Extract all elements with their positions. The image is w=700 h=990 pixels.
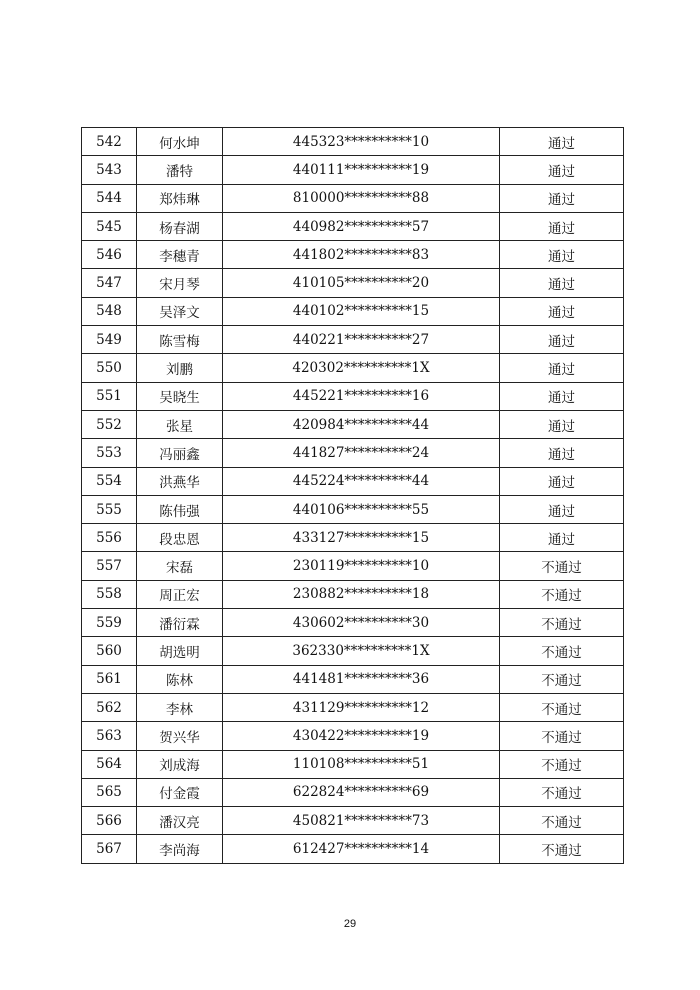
id-number-cell: 441481**********36 <box>223 665 500 693</box>
name-cell: 付金霞 <box>137 778 223 806</box>
id-number-cell: 440221**********27 <box>223 326 500 354</box>
result-cell: 通过 <box>500 241 624 269</box>
id-number-cell: 410105**********20 <box>223 269 500 297</box>
name-cell: 李穗青 <box>137 241 223 269</box>
table-row <box>82 241 624 269</box>
row-number-cell: 543 <box>82 156 137 184</box>
table-row <box>82 212 624 240</box>
name-cell: 李尚海 <box>137 835 223 863</box>
result-cell: 通过 <box>500 269 624 297</box>
id-number-cell: 445323**********10 <box>223 128 500 156</box>
page-number: 29 <box>343 918 357 930</box>
table-row <box>82 382 624 410</box>
result-cell: 通过 <box>500 524 624 552</box>
name-cell: 杨春湖 <box>137 212 223 240</box>
result-cell: 不通过 <box>500 552 624 580</box>
row-number-cell: 547 <box>82 269 137 297</box>
id-number-cell: 622824**********69 <box>223 778 500 806</box>
result-cell: 不通过 <box>500 778 624 806</box>
row-number-cell: 561 <box>82 665 137 693</box>
row-number-cell: 551 <box>82 382 137 410</box>
result-cell: 通过 <box>500 326 624 354</box>
id-number-cell: 440111**********19 <box>223 156 500 184</box>
row-number-cell: 542 <box>82 128 137 156</box>
id-number-cell: 440982**********57 <box>223 212 500 240</box>
name-cell: 潘特 <box>137 156 223 184</box>
result-cell: 通过 <box>500 382 624 410</box>
table-row <box>82 778 624 806</box>
row-number-cell: 554 <box>82 467 137 495</box>
table-row <box>82 354 624 382</box>
table-row <box>82 495 624 523</box>
result-cell: 不通过 <box>500 693 624 721</box>
row-number-cell: 560 <box>82 637 137 665</box>
id-number-cell: 420302**********1X <box>223 354 500 382</box>
name-cell: 张星 <box>137 410 223 438</box>
id-number-cell: 110108**********51 <box>223 750 500 778</box>
row-number-cell: 556 <box>82 524 137 552</box>
row-number-cell: 550 <box>82 354 137 382</box>
name-cell: 刘鹏 <box>137 354 223 382</box>
result-cell: 通过 <box>500 495 624 523</box>
id-number-cell: 441827**********24 <box>223 439 500 467</box>
row-number-cell: 557 <box>82 552 137 580</box>
id-number-cell: 431129**********12 <box>223 693 500 721</box>
table-row <box>82 467 624 495</box>
id-number-cell: 430602**********30 <box>223 609 500 637</box>
row-number-cell: 555 <box>82 495 137 523</box>
table-row <box>82 807 624 835</box>
row-number-cell: 553 <box>82 439 137 467</box>
name-cell: 潘汉亮 <box>137 807 223 835</box>
row-number-cell: 549 <box>82 326 137 354</box>
result-cell: 不通过 <box>500 609 624 637</box>
table-row <box>82 835 624 863</box>
row-number-cell: 559 <box>82 609 137 637</box>
result-cell: 不通过 <box>500 580 624 608</box>
id-number-cell: 230119**********10 <box>223 552 500 580</box>
name-cell: 潘衍霖 <box>137 609 223 637</box>
table-row <box>82 326 624 354</box>
row-number-cell: 562 <box>82 693 137 721</box>
name-cell: 刘成海 <box>137 750 223 778</box>
name-cell: 冯丽鑫 <box>137 439 223 467</box>
result-cell: 通过 <box>500 467 624 495</box>
result-cell: 通过 <box>500 297 624 325</box>
name-cell: 段忠恩 <box>137 524 223 552</box>
row-number-cell: 567 <box>82 835 137 863</box>
results-table-body <box>82 128 624 864</box>
table-row <box>82 580 624 608</box>
table-row <box>82 637 624 665</box>
row-number-cell: 563 <box>82 722 137 750</box>
result-cell: 通过 <box>500 156 624 184</box>
table-row <box>82 609 624 637</box>
name-cell: 胡选明 <box>137 637 223 665</box>
result-cell: 不通过 <box>500 722 624 750</box>
row-number-cell: 566 <box>82 807 137 835</box>
id-number-cell: 440106**********55 <box>223 495 500 523</box>
id-number-cell: 420984**********44 <box>223 410 500 438</box>
name-cell: 洪燕华 <box>137 467 223 495</box>
name-cell: 何水坤 <box>137 128 223 156</box>
id-number-cell: 430422**********19 <box>223 722 500 750</box>
name-cell: 陈林 <box>137 665 223 693</box>
id-number-cell: 230882**********18 <box>223 580 500 608</box>
id-number-cell: 440102**********15 <box>223 297 500 325</box>
result-cell: 通过 <box>500 128 624 156</box>
name-cell: 陈雪梅 <box>137 326 223 354</box>
name-cell: 郑炜琳 <box>137 184 223 212</box>
table-row <box>82 184 624 212</box>
id-number-cell: 810000**********88 <box>223 184 500 212</box>
result-cell: 不通过 <box>500 807 624 835</box>
row-number-cell: 544 <box>82 184 137 212</box>
result-cell: 不通过 <box>500 637 624 665</box>
id-number-cell: 441802**********83 <box>223 241 500 269</box>
table-row <box>82 750 624 778</box>
row-number-cell: 565 <box>82 778 137 806</box>
name-cell: 贺兴华 <box>137 722 223 750</box>
row-number-cell: 545 <box>82 212 137 240</box>
id-number-cell: 445221**********16 <box>223 382 500 410</box>
row-number-cell: 548 <box>82 297 137 325</box>
table-row <box>82 156 624 184</box>
id-number-cell: 362330**********1X <box>223 637 500 665</box>
table-row <box>82 524 624 552</box>
row-number-cell: 552 <box>82 410 137 438</box>
row-number-cell: 564 <box>82 750 137 778</box>
table-row <box>82 665 624 693</box>
table-row <box>82 128 624 156</box>
table-row <box>82 439 624 467</box>
result-cell: 不通过 <box>500 665 624 693</box>
id-number-cell: 445224**********44 <box>223 467 500 495</box>
result-cell: 通过 <box>500 439 624 467</box>
row-number-cell: 558 <box>82 580 137 608</box>
table-row <box>82 693 624 721</box>
name-cell: 陈伟强 <box>137 495 223 523</box>
result-cell: 通过 <box>500 410 624 438</box>
result-cell: 不通过 <box>500 835 624 863</box>
name-cell: 吴泽文 <box>137 297 223 325</box>
name-cell: 李林 <box>137 693 223 721</box>
name-cell: 宋磊 <box>137 552 223 580</box>
id-number-cell: 433127**********15 <box>223 524 500 552</box>
table-row <box>82 410 624 438</box>
result-cell: 通过 <box>500 184 624 212</box>
id-number-cell: 450821**********73 <box>223 807 500 835</box>
result-cell: 不通过 <box>500 750 624 778</box>
name-cell: 周正宏 <box>137 580 223 608</box>
table-row <box>82 552 624 580</box>
result-cell: 通过 <box>500 354 624 382</box>
table-row <box>82 722 624 750</box>
table-row <box>82 297 624 325</box>
result-cell: 通过 <box>500 212 624 240</box>
name-cell: 吴晓生 <box>137 382 223 410</box>
name-cell: 宋月琴 <box>137 269 223 297</box>
table-row <box>82 269 624 297</box>
results-table <box>81 127 624 864</box>
row-number-cell: 546 <box>82 241 137 269</box>
id-number-cell: 612427**********14 <box>223 835 500 863</box>
